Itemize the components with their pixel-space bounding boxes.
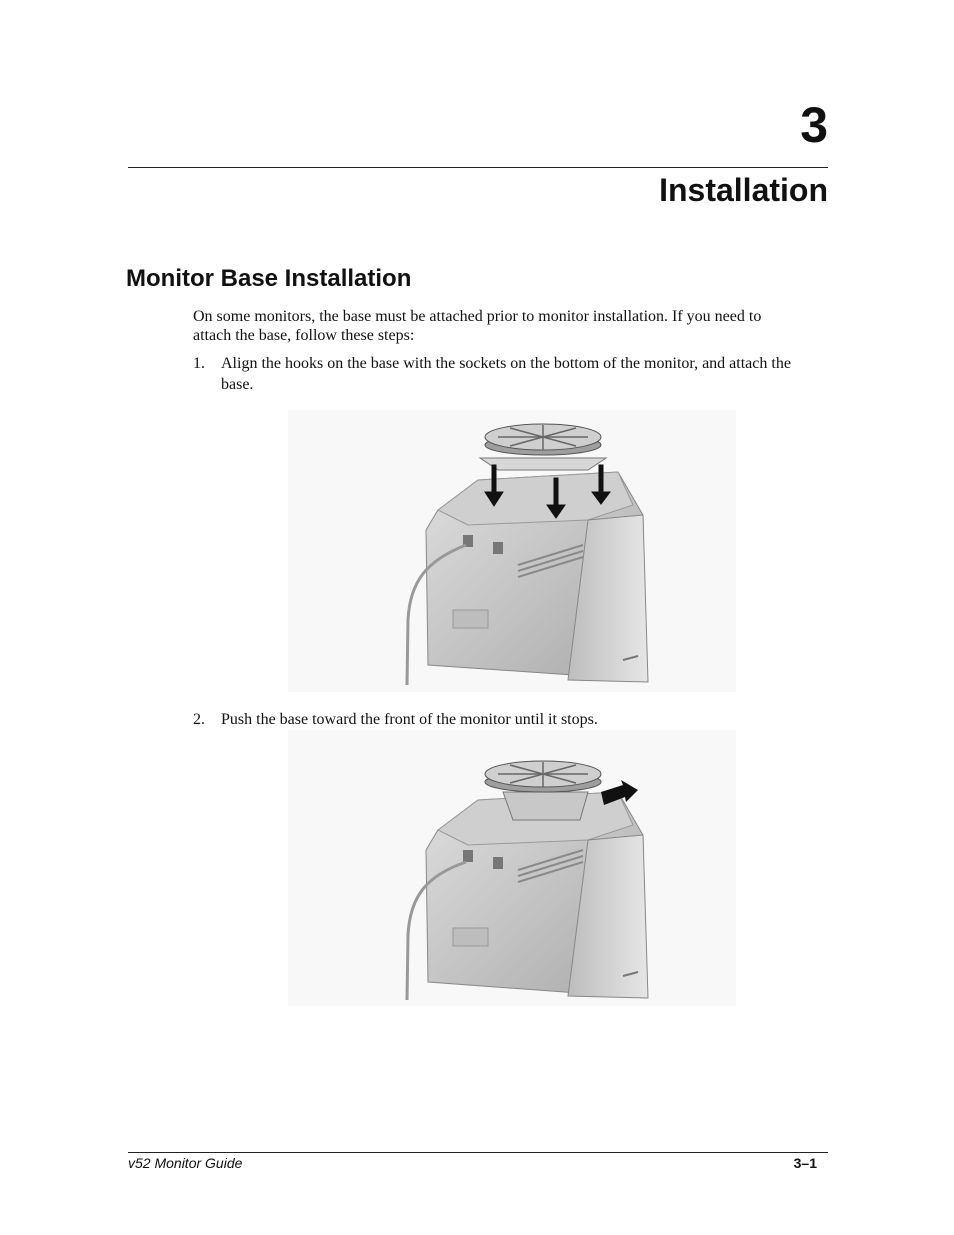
- step-number: 1.: [193, 355, 205, 372]
- chapter-title: Installation: [659, 172, 828, 208]
- step-1: [193, 353, 793, 395]
- section-heading: Monitor Base Installation: [126, 265, 412, 292]
- figure-push-base: [288, 730, 736, 1006]
- footer-page-number: 3–1: [793, 1155, 817, 1171]
- monitor-base-attach-illustration: [288, 410, 736, 692]
- chapter-rule: [128, 167, 828, 168]
- monitor-base-push-illustration: [288, 730, 736, 1006]
- figure-attach-base: [288, 410, 736, 692]
- step-text: Align the hooks on the base with the sockets on the bottom of the monitor, and attach the base.: [221, 355, 791, 393]
- step-2: [193, 709, 793, 730]
- step-text: Push the base toward the front of the monitor until it stops.: [221, 711, 598, 728]
- intro-paragraph: On some monitors, the base must be attached prior to monitor installation. If you need to attach the base, follow these steps:: [193, 308, 762, 344]
- step-number: 2.: [193, 711, 205, 728]
- footer-guide-title: v52 Monitor Guide: [128, 1155, 243, 1171]
- chapter-number: 3: [800, 97, 828, 153]
- footer-rule: [128, 1152, 828, 1153]
